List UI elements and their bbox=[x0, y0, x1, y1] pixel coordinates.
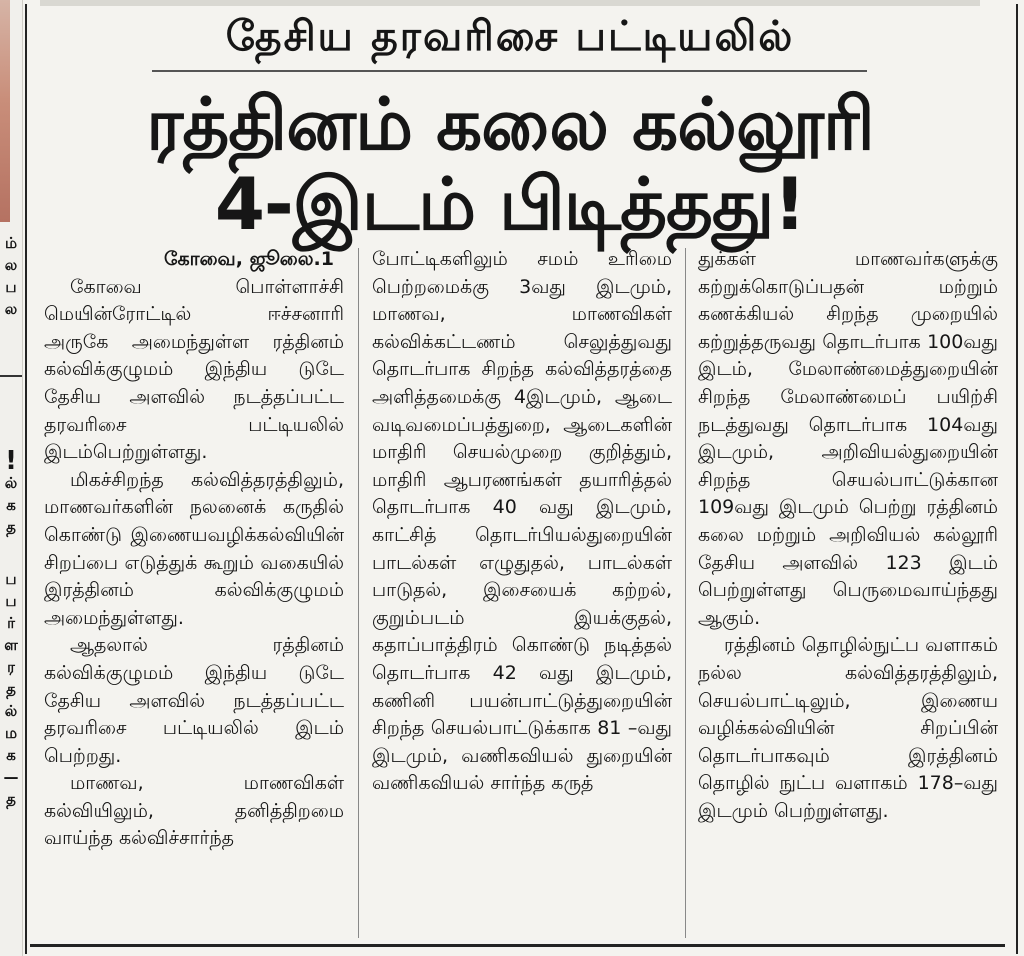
previous-article-edge bbox=[40, 0, 980, 6]
strip-char: ல bbox=[4, 256, 18, 274]
strip-char: ம் bbox=[4, 234, 18, 252]
strip-char: ர bbox=[7, 658, 15, 676]
paragraph: மாணவ, மாணவிகள் கல்வியிலும், தனித்திறமை வாய்ந்த கல்விச்சார்ந்த bbox=[44, 772, 344, 850]
strip-char: ப bbox=[5, 278, 17, 296]
paragraph: ஆதலால் ரத்தினம் கல்விக்குழுமம் இந்திய டுடே தேசிய அளவில் நடத்தப்பட்ட தரவரிசை பட்டியலில் இடம் பெற்றது. bbox=[44, 634, 344, 767]
strip-char: த bbox=[6, 518, 16, 536]
paragraph: கோவை பொள்ளாச்சி மெயின்ரோட்டில் ஈச்சனாரி அருகே அமைந்துள்ள ரத்தினம் கல்விக்குழுமம் இந்திய டுடே தேசிய அளவில் நடத்தப்பட்ட தரவரிசை பட்டியலில் இடம்பெற்றுள்ளது. bbox=[44, 275, 344, 464]
strip-char: — bbox=[3, 768, 19, 786]
strip-char: ம bbox=[4, 724, 18, 742]
headline-line-1: ரத்தினம் கலை கல்லூரி bbox=[146, 82, 874, 166]
strip-char: க bbox=[6, 746, 16, 764]
strip-char: க bbox=[6, 496, 16, 514]
strip-char: ப bbox=[5, 592, 17, 610]
paragraph: துக்கள் மாணவர்களுக்கு கற்றுக்கொடுப்பதன் மற்றும் கணக்கியல் சிறந்த முறையில் கற்றுத்தருவது தொடர்பாக 100வது இடம், மேலாண்மைத்துறையின் சிறந்த மேலாண்மைப் பயிற்சி நடத்துவது தொடர்பாக 104வது இடமும், அறிவியல்துறையின் சிறந்த செயல்பாட்டுக்கான 109வது இடமும் பெற்று ரத்தினம் கலை மற்றும் அறிவியல் கல்லூரி தேசிய அளவில் 123 இடம் பெற்றுள்ளது பெருமைவாய்ந்தது ஆகும். bbox=[698, 248, 998, 629]
paragraph: ரத்தினம் தொழில்நுட்ப வளாகம் நல்ல கல்வித்தரத்திலும், செயல்பாட்டிலும், இணைய வழிக்கல்வியின் சிறப்பின் தொடர்பாகவும் இரத்தினம் தொழில் நுட்ப வளாகம் 178–வது இடமும் பெற்றுள்ளது. bbox=[698, 634, 998, 822]
strip-char: ள bbox=[4, 636, 18, 654]
strip-char: த bbox=[6, 790, 16, 808]
article-kicker: தேசிய தரவரிசை பட்டியலில் bbox=[225, 12, 795, 60]
strip-char: ர் bbox=[7, 614, 15, 632]
headline-line-2: 4-இடம் பிடித்தது! bbox=[214, 162, 806, 246]
strip-char: ல bbox=[4, 300, 18, 318]
column-divider bbox=[685, 248, 686, 938]
article-column-2 bbox=[372, 246, 672, 798]
adjacent-text-fragments bbox=[3, 232, 19, 810]
kicker-underline bbox=[152, 70, 867, 72]
article-column-1 bbox=[44, 246, 344, 853]
adjacent-photo-edge bbox=[0, 0, 10, 222]
article-column-3 bbox=[698, 246, 998, 825]
article-bottom-border bbox=[30, 944, 1005, 947]
paragraph: போட்டிகளிலும் சமம் உரிமை பெற்றமைக்கு 3வது இடமும், மாணவ, மாணவிகள் கல்விக்கட்டணம் செலுத்துவது தொடர்பாக சிறந்த கல்வித்தரத்தை அளித்தமைக்கு 4இடமும், ஆடை வடிவமைப்பத்துறை, ஆடைகளின் மாதிரி செயல்முறை குறித்தும், மாதிரி ஆபரணங்கள் தயாரித்தல் தொடர்பாக 40 வது இடமும், காட்சித் தொடர்பியல்துறையின் பாடல்கள் எழுதுதல், பாடல்கள் பாடுதல், இசையைக் கற்றல், குறும்படம் இயக்குதல், கதாப்பாத்திரம் கொண்டு நடித்தல் தொடர்பாக 42 வது இடமும், கணினி பயன்பாட்டுத்துறையின் சிறந்த செயல்பாட்டுக்காக 81 –வது இடமும், வணிகவியல் துறையின் வணிகவியல் சார்ந்த கருத் bbox=[372, 248, 672, 795]
strip-char: ல் bbox=[4, 702, 18, 720]
paragraph: மிகச்சிறந்த கல்வித்தரத்திலும், மாணவர்களின் நலனைக் கருதில் கொண்டு இணையவழிக்கல்வியின் சிறப்பை எடுத்துக் கூறும் வகையில் இரத்தினம் கல்விக்குழுமம் அமைந்துள்ளது. bbox=[44, 468, 344, 629]
dateline: கோவை, ஜூலை.1 bbox=[164, 248, 334, 270]
column-divider bbox=[358, 248, 359, 938]
strip-char: ப bbox=[5, 570, 17, 588]
adjacent-article-strip bbox=[0, 0, 23, 956]
strip-char: த bbox=[6, 680, 16, 698]
strip-char: ல் bbox=[4, 474, 18, 492]
adjacent-divider bbox=[0, 375, 22, 377]
strip-char: ! bbox=[5, 446, 17, 476]
